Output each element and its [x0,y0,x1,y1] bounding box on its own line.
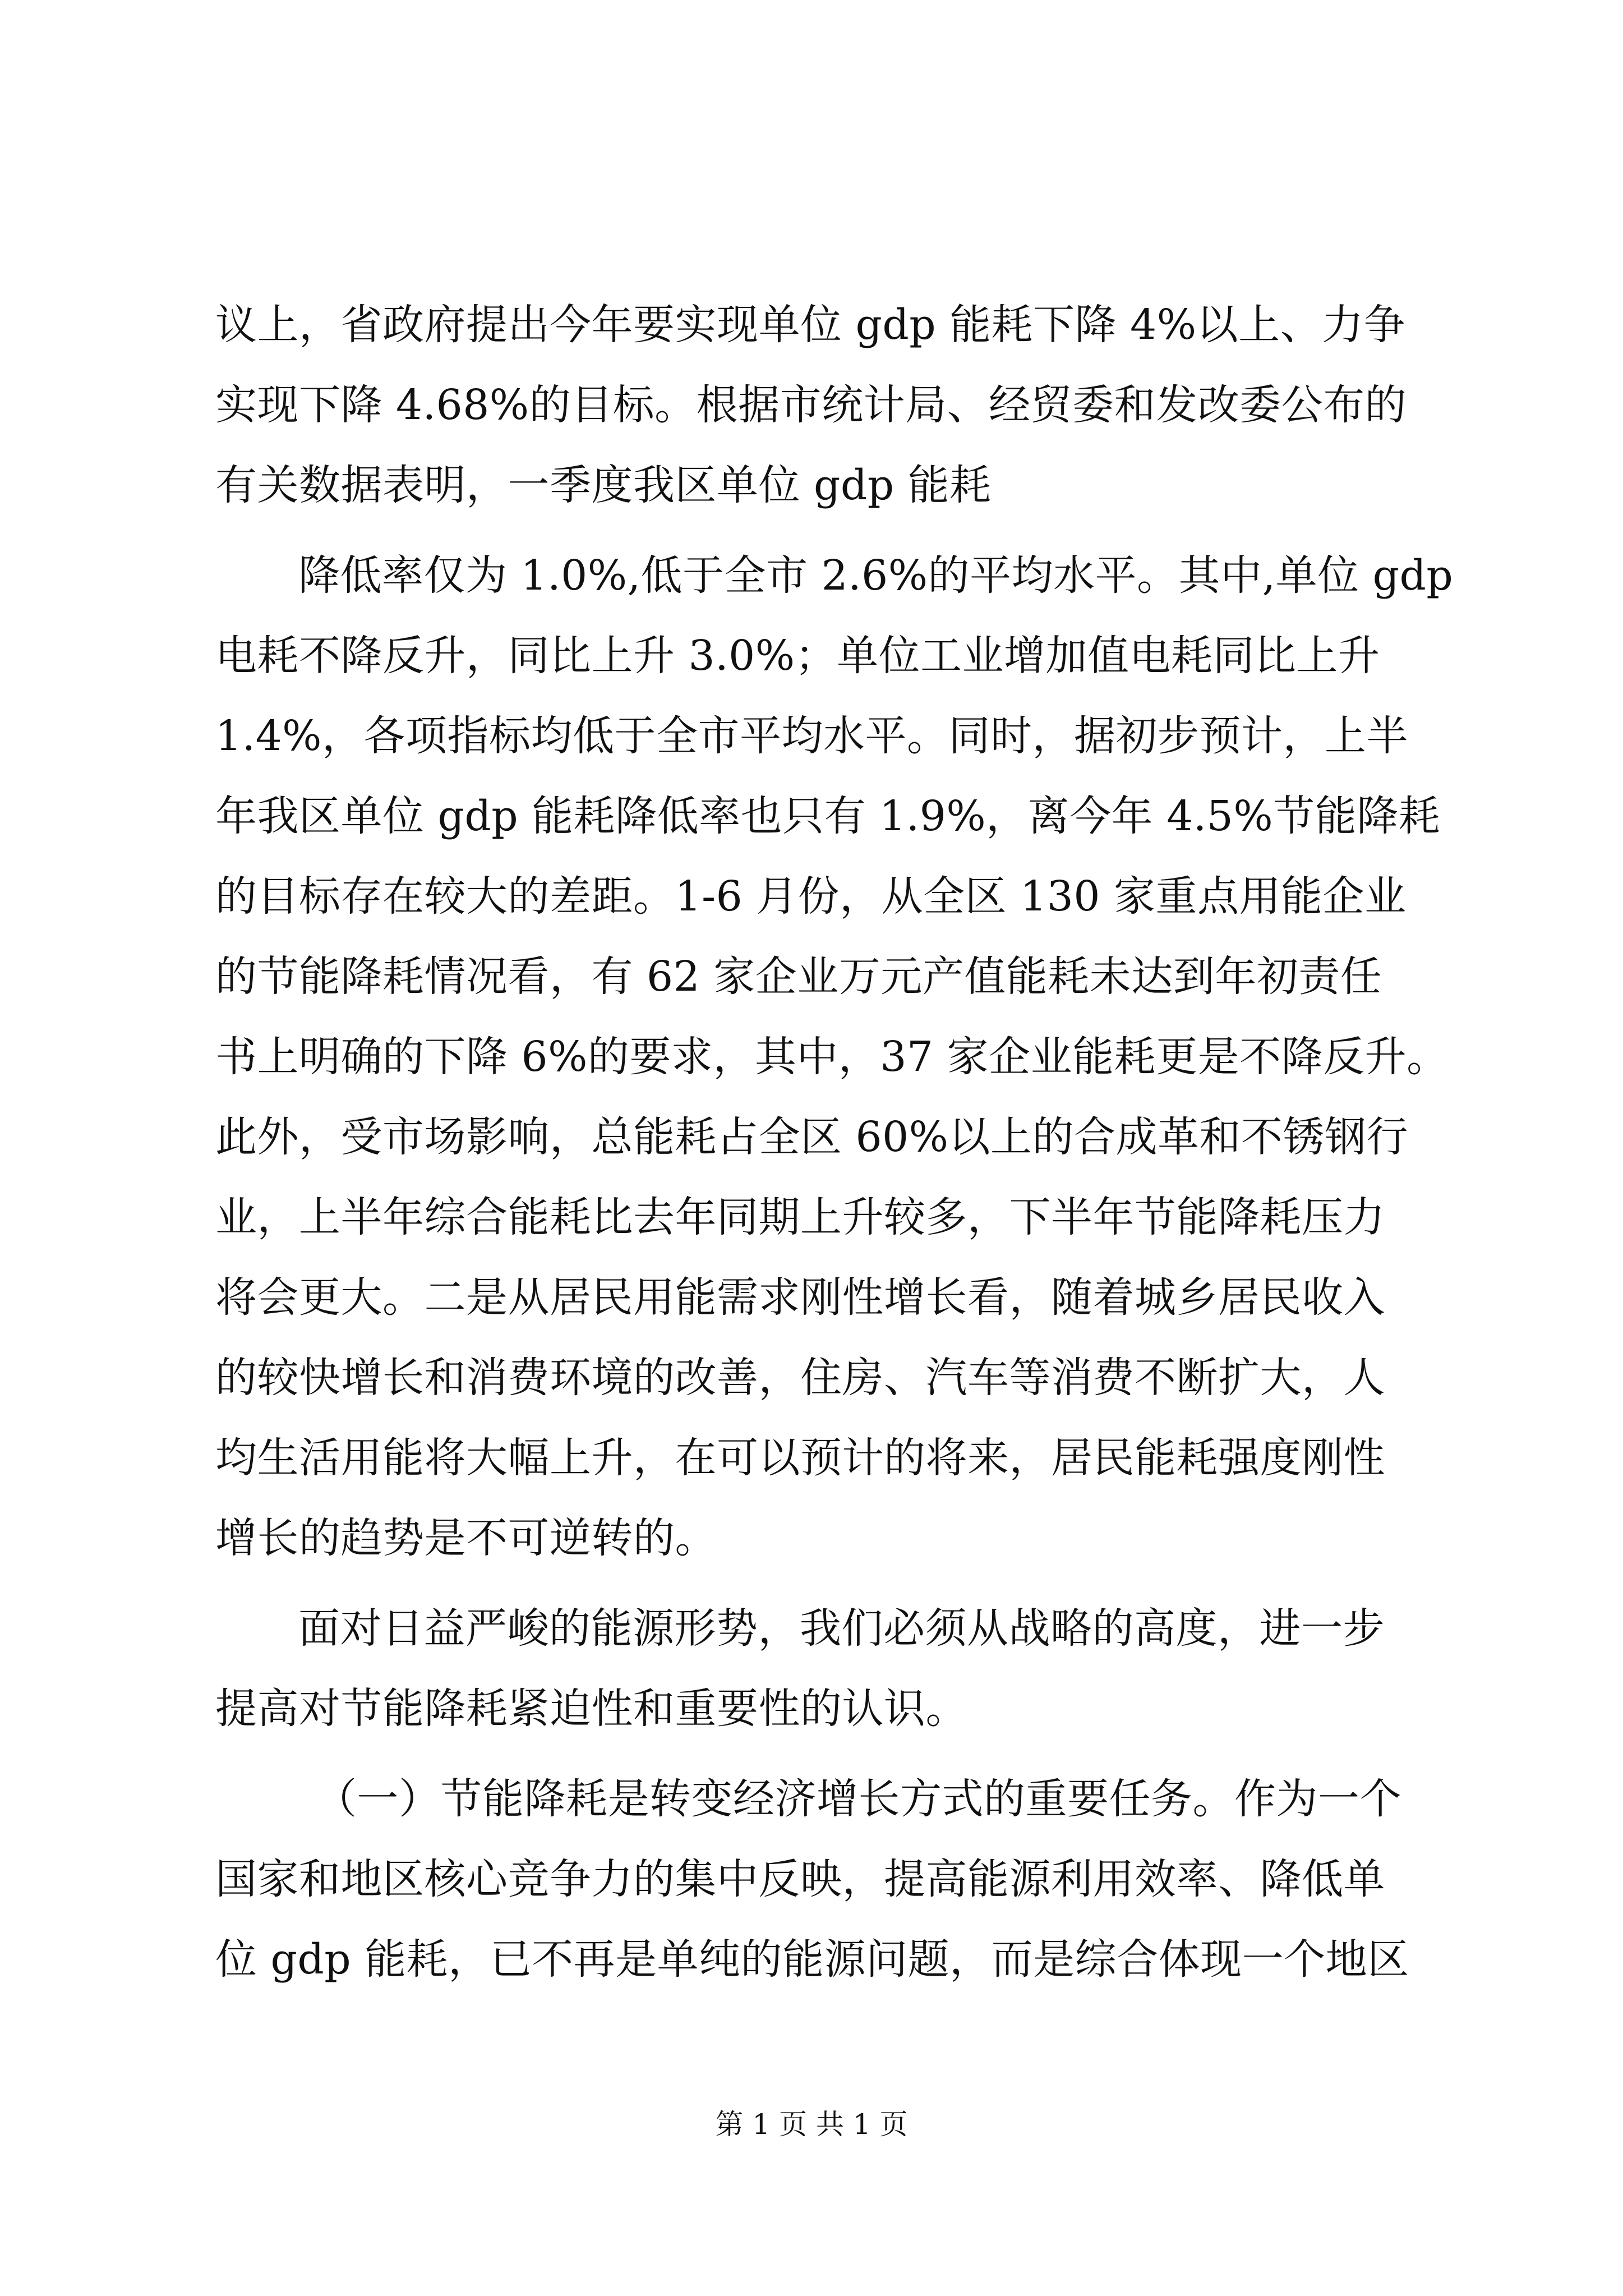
paragraph-gap [215,1579,1421,1589]
text-line: 议上，省政府提出今年要实现单位 gdp 能耗下降 4%以上、力争 [215,301,1406,349]
paragraph-gap [215,1749,1421,1759]
text-line: 1.4%，各项指标均低于全市平均水平。同时，据初步预计，上半 [215,712,1408,760]
text-line: （一）节能降耗是转变经济增长方式的重要任务。作为一个 [315,1775,1401,1823]
paragraph-gap [215,526,1421,536]
text-line: 业，上半年综合能耗比去年同期上升较多，下半年节能降耗压力 [215,1193,1385,1241]
document-body [215,285,1454,2000]
text-line: 国家和地区核心竞争力的集中反映，提高能源利用效率、降低单 [215,1855,1385,1903]
text-line: 降低率仅为 1.0%,低于全市 2.6%的平均水平。其中,单位 gdp [298,551,1454,600]
text-line: 的较快增长和消费环境的改善，住房、汽车等消费不断扩大，人 [215,1354,1385,1402]
text-line: 电耗不降反升，同比上升 3.0%；单位工业增加值电耗同比上升 [215,632,1380,680]
text-line: 均生活用能将大幅上升，在可以预计的将来，居民能耗强度刚性 [215,1434,1385,1482]
text-line: 的目标存在较大的差距。1-6 月份，从全区 130 家重点用能企业 [215,872,1407,921]
text-line: 年我区单位 gdp 能耗降低率也只有 1.9%，离今年 4.5%节能降耗 [215,792,1441,840]
text-line: 书上明确的下降 6%的要求，其中，37 家企业能耗更是不降反升。 [215,1033,1449,1081]
text-line: 位 gdp 能耗，已不再是单纯的能源问题，而是综合体现一个地区 [215,1935,1409,1984]
text-line: 此外，受市场影响，总能耗占全区 60%以上的合成革和不锈钢行 [215,1113,1408,1161]
text-line: 面对日益严峻的能源形势，我们必须从战略的高度，进一步 [298,1604,1385,1653]
text-line: 有关数据表明，一季度我区单位 gdp 能耗 [215,461,992,509]
text-line: 实现下降 4.68%的目标。根据市统计局、经贸委和发改委公布的 [215,381,1407,429]
text-line: 提高对节能降耗紧迫性和重要性的认识。 [215,1685,967,1733]
page-number-footer: 第 1 页 共 1 页 [715,2108,908,2141]
text-line: 增长的趋势是不可逆转的。 [215,1514,717,1562]
text-line: 的节能降耗情况看，有 62 家企业万元产值能耗未达到年初责任 [215,953,1382,1001]
text-line: 将会更大。二是从居民用能需求刚性增长看，随着城乡居民收入 [215,1273,1385,1322]
